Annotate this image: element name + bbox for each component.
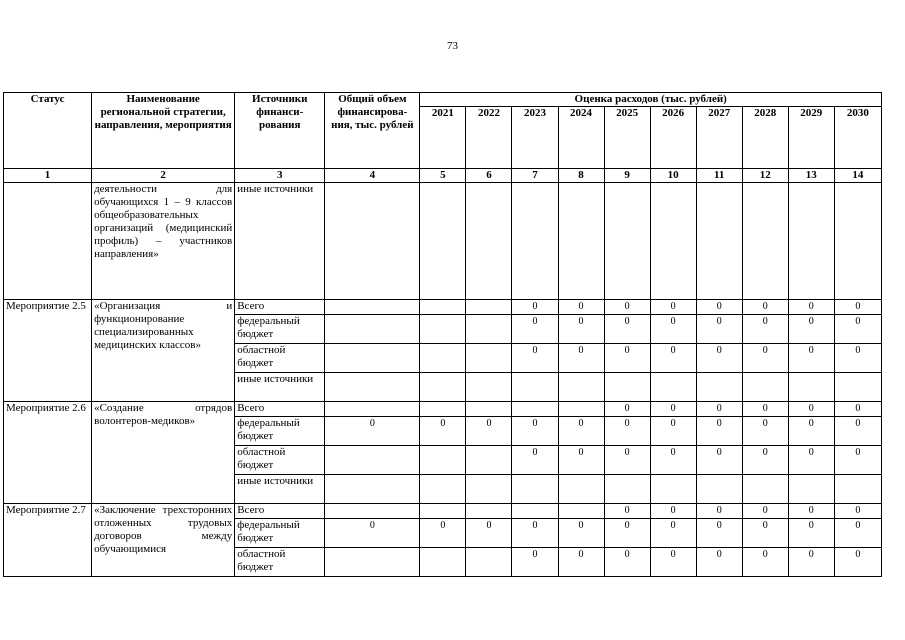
header-name: Наименование региональной стратегии, направления, мероприятия (92, 93, 235, 169)
year-value (742, 373, 788, 402)
year-value (558, 402, 604, 417)
year-value: 0 (788, 315, 834, 344)
funding-source: федеральный бюджет (235, 519, 325, 548)
year-value: 0 (834, 504, 881, 519)
funding-source: федеральный бюджет (235, 315, 325, 344)
year-value: 0 (650, 504, 696, 519)
year-value: 0 (834, 402, 881, 417)
year-value: 0 (558, 417, 604, 446)
column-number: 6 (466, 169, 512, 183)
year-value: 0 (604, 519, 650, 548)
year-value (834, 475, 881, 504)
year-value: 0 (558, 344, 604, 373)
year-value: 0 (604, 548, 650, 577)
year-value (420, 344, 466, 373)
year-value (420, 300, 466, 315)
event-status: Мероприятие 2.6 (4, 402, 92, 504)
year-value: 0 (604, 300, 650, 315)
table-row (4, 504, 882, 519)
year-value: 0 (788, 446, 834, 475)
funding-source: Всего (235, 300, 325, 315)
year-value (650, 475, 696, 504)
column-number: 5 (420, 169, 466, 183)
funding-source: областной бюджет (235, 446, 325, 475)
header-year: 2028 (742, 107, 788, 169)
year-value: 0 (788, 402, 834, 417)
year-value: 0 (650, 548, 696, 577)
year-value: 0 (742, 300, 788, 315)
year-value: 0 (650, 300, 696, 315)
total-value (325, 373, 420, 402)
year-value: 0 (696, 344, 742, 373)
year-value: 0 (742, 504, 788, 519)
header-estimate: Оценка расходов (тыс. рублей) (420, 93, 882, 107)
year-value: 0 (604, 315, 650, 344)
year-value: 0 (604, 344, 650, 373)
year-value: 0 (650, 402, 696, 417)
header-year: 2030 (834, 107, 881, 169)
year-value (558, 373, 604, 402)
column-number: 8 (558, 169, 604, 183)
year-value: 0 (696, 548, 742, 577)
year-value (420, 475, 466, 504)
total-value (325, 504, 420, 519)
year-value: 0 (558, 519, 604, 548)
year-value: 0 (742, 402, 788, 417)
funding-source: областной бюджет (235, 344, 325, 373)
column-number: 4 (325, 169, 420, 183)
year-value: 0 (696, 315, 742, 344)
year-value (420, 504, 466, 519)
header-year: 2025 (604, 107, 650, 169)
continuation-total (325, 183, 420, 300)
continuation-source: иные источники (235, 183, 325, 300)
total-value (325, 402, 420, 417)
year-value: 0 (604, 417, 650, 446)
budget-table (3, 92, 882, 577)
total-value (325, 475, 420, 504)
year-value: 0 (512, 548, 558, 577)
column-number: 7 (512, 169, 558, 183)
header-sources: Источники финанси-рования (235, 93, 325, 169)
year-value (834, 373, 881, 402)
total-value (325, 446, 420, 475)
funding-source: иные источники (235, 475, 325, 504)
year-value (696, 373, 742, 402)
year-value (650, 373, 696, 402)
year-value: 0 (834, 417, 881, 446)
header-year: 2029 (788, 107, 834, 169)
year-value: 0 (558, 300, 604, 315)
year-value: 0 (834, 548, 881, 577)
total-value (325, 344, 420, 373)
header-year: 2024 (558, 107, 604, 169)
total-value (325, 548, 420, 577)
year-value: 0 (742, 548, 788, 577)
column-number: 9 (604, 169, 650, 183)
year-value: 0 (558, 446, 604, 475)
column-number: 10 (650, 169, 696, 183)
year-value (512, 504, 558, 519)
year-value (742, 475, 788, 504)
header-year: 2027 (696, 107, 742, 169)
year-value: 0 (512, 300, 558, 315)
year-value (512, 373, 558, 402)
table-row (4, 402, 882, 417)
year-value: 0 (512, 344, 558, 373)
year-value: 0 (604, 402, 650, 417)
year-value: 0 (696, 519, 742, 548)
year-value (466, 504, 512, 519)
year-value: 0 (512, 446, 558, 475)
table-row (4, 300, 882, 315)
year-value: 0 (834, 300, 881, 315)
year-value (558, 504, 604, 519)
year-value (696, 475, 742, 504)
year-value: 0 (650, 344, 696, 373)
year-value: 0 (742, 315, 788, 344)
year-value: 0 (650, 446, 696, 475)
year-value: 0 (696, 446, 742, 475)
year-value: 0 (788, 548, 834, 577)
year-value: 0 (788, 300, 834, 315)
year-value: 0 (558, 548, 604, 577)
year-value: 0 (604, 446, 650, 475)
funding-source: областной бюджет (235, 548, 325, 577)
year-value: 0 (604, 504, 650, 519)
year-value (558, 475, 604, 504)
event-name: «Организация и функционирование специализированных медицинских классов» (92, 300, 235, 402)
event-status: Мероприятие 2.7 (4, 504, 92, 577)
funding-source: федеральный бюджет (235, 417, 325, 446)
year-value: 0 (742, 417, 788, 446)
year-value (466, 446, 512, 475)
year-value: 0 (834, 344, 881, 373)
funding-source: Всего (235, 504, 325, 519)
column-number: 2 (92, 169, 235, 183)
header-year: 2026 (650, 107, 696, 169)
year-value: 0 (512, 519, 558, 548)
year-value (466, 402, 512, 417)
event-name: «Заключение трехсторонних отложенных трудовых договоров между обучающимися (92, 504, 235, 577)
year-value: 0 (788, 504, 834, 519)
year-value (604, 475, 650, 504)
year-value: 0 (742, 344, 788, 373)
year-value: 0 (650, 519, 696, 548)
year-value: 0 (420, 519, 466, 548)
year-value: 0 (466, 417, 512, 446)
year-value (466, 315, 512, 344)
continuation-row (4, 183, 882, 300)
column-number: 3 (235, 169, 325, 183)
continuation-name: деятельности для обучающихся 1 – 9 классов общеобразовательных организаций (медицинский профиль) – участников направления» (92, 183, 235, 300)
year-value (420, 315, 466, 344)
year-value: 0 (558, 315, 604, 344)
total-value: 0 (325, 519, 420, 548)
year-value (466, 300, 512, 315)
year-value (604, 373, 650, 402)
year-value: 0 (788, 519, 834, 548)
column-number: 13 (788, 169, 834, 183)
event-name: «Создание отрядов волонтеров-медиков» (92, 402, 235, 504)
total-value: 0 (325, 417, 420, 446)
year-value (420, 548, 466, 577)
year-value: 0 (834, 446, 881, 475)
header-year: 2023 (512, 107, 558, 169)
year-value (466, 475, 512, 504)
event-status: Мероприятие 2.5 (4, 300, 92, 402)
year-value: 0 (466, 519, 512, 548)
year-value (788, 475, 834, 504)
funding-source: Всего (235, 402, 325, 417)
year-value (466, 344, 512, 373)
year-value: 0 (742, 519, 788, 548)
year-value: 0 (696, 300, 742, 315)
year-value (512, 475, 558, 504)
year-value: 0 (696, 504, 742, 519)
column-number: 1 (4, 169, 92, 183)
year-value: 0 (512, 315, 558, 344)
year-value (466, 373, 512, 402)
year-value: 0 (834, 315, 881, 344)
column-number: 11 (696, 169, 742, 183)
year-value (512, 402, 558, 417)
header-year: 2022 (466, 107, 512, 169)
page-number: 73 (447, 40, 458, 52)
year-value: 0 (650, 417, 696, 446)
column-number: 14 (834, 169, 881, 183)
year-value (420, 446, 466, 475)
total-value (325, 315, 420, 344)
year-value: 0 (834, 519, 881, 548)
year-value: 0 (788, 344, 834, 373)
year-value (420, 373, 466, 402)
year-value: 0 (742, 446, 788, 475)
year-value (466, 548, 512, 577)
header-status: Статус (4, 93, 92, 169)
funding-source: иные источники (235, 373, 325, 402)
year-value: 0 (696, 417, 742, 446)
year-value (420, 402, 466, 417)
year-value: 0 (512, 417, 558, 446)
year-value: 0 (420, 417, 466, 446)
column-number: 12 (742, 169, 788, 183)
continuation-status (4, 183, 92, 300)
total-value (325, 300, 420, 315)
year-value: 0 (650, 315, 696, 344)
year-value: 0 (788, 417, 834, 446)
header-year: 2021 (420, 107, 466, 169)
header-total: Общий объем финансирова-ния, тыс. рублей (325, 93, 420, 169)
year-value: 0 (696, 402, 742, 417)
year-value (788, 373, 834, 402)
